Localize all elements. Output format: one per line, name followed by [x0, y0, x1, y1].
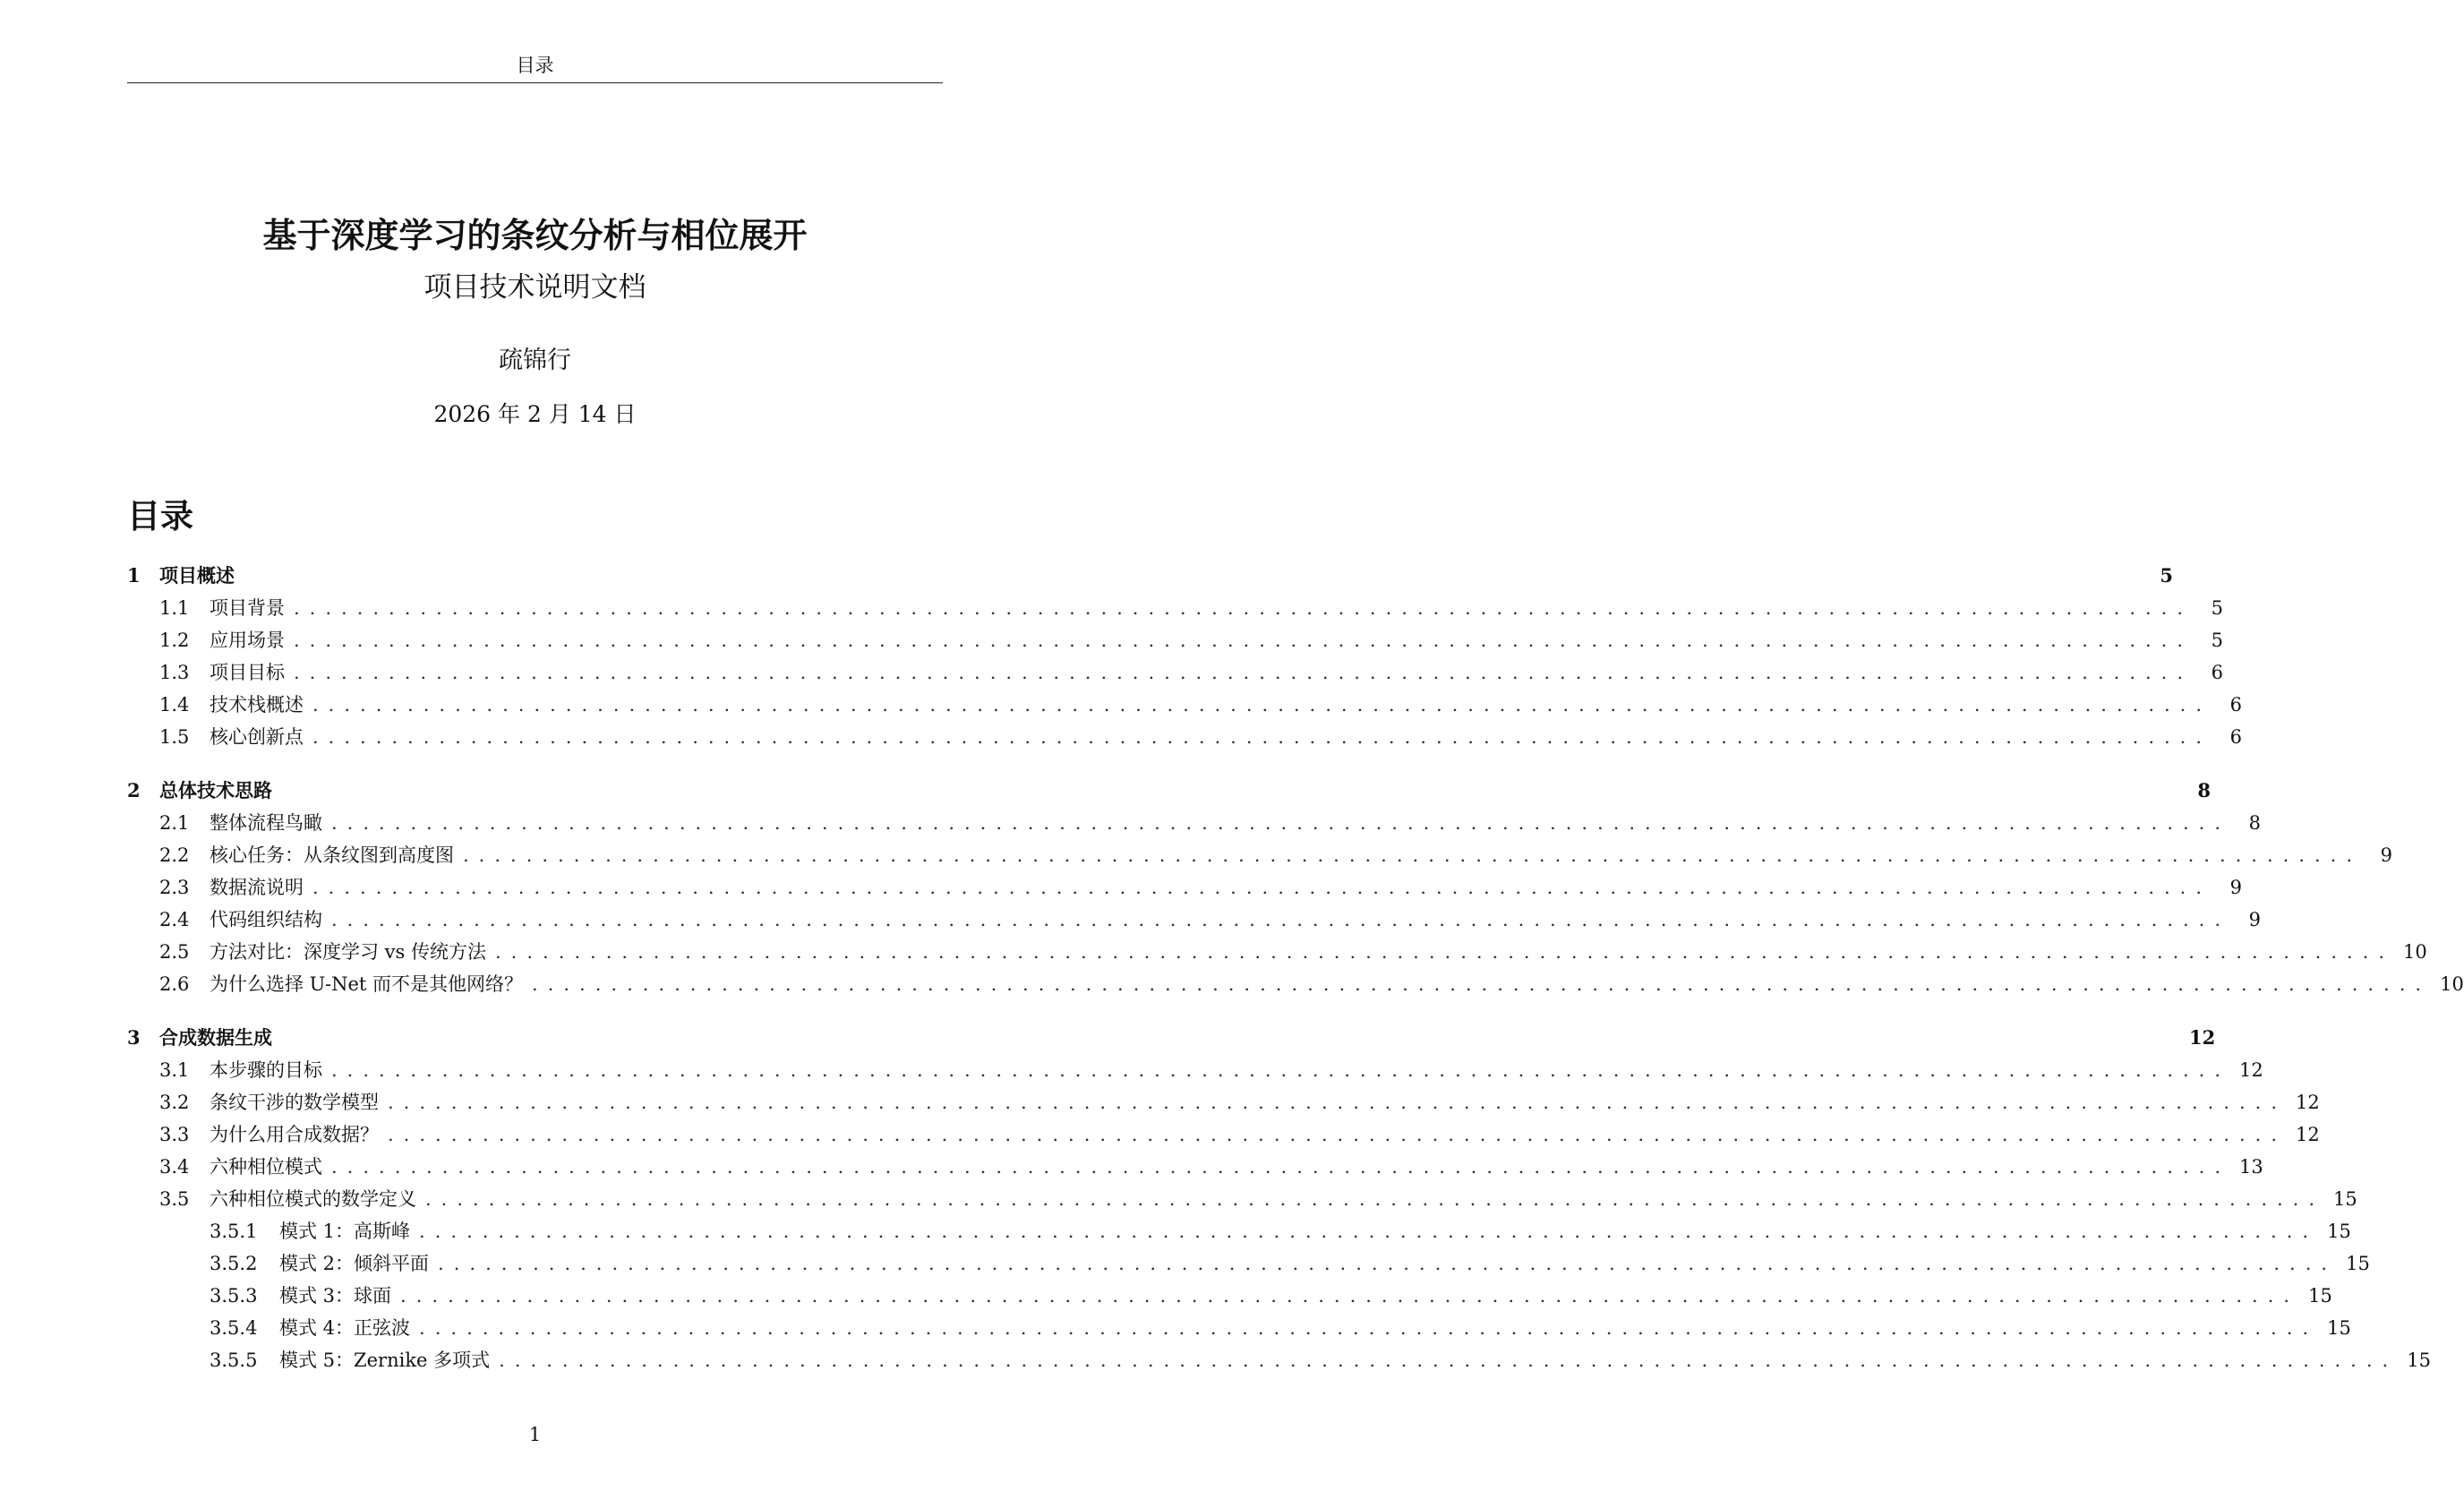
toc-section-entry[interactable] [127, 1344, 2431, 1376]
toc-section-entry[interactable] [127, 1215, 2351, 1247]
toc-entry-page: 15 [2333, 1188, 2357, 1210]
toc-entry-title: 六种相位模式 [210, 1156, 322, 1178]
toc-section-entry[interactable] [127, 839, 2393, 871]
toc-entry-title: 技术栈概述 [210, 694, 304, 715]
toc-dot-leader: ........................................................................................................................ [388, 1092, 2288, 1113]
toc-entry-number: 1.4 [159, 694, 190, 715]
toc-entry-number: 3.5.2 [210, 1253, 258, 1274]
document-subtitle: 项目技术说明文档 [424, 271, 646, 304]
toc-dot-leader: ........................................................................................................................ [294, 630, 2194, 651]
toc-dot-leader: ........................................................................................................................ [438, 1253, 2338, 1274]
toc-dot-leader: ........................................................................................................................ [312, 694, 2212, 715]
table-of-contents [127, 560, 2464, 1376]
toc-entry-title: 应用场景 [210, 630, 285, 651]
toc-entry-number: 2.6 [159, 973, 190, 995]
toc-entry-number: 1 [127, 564, 141, 587]
toc-section-entry[interactable] [127, 871, 2243, 904]
toc-entry-number: 3.5.5 [210, 1349, 258, 1371]
toc-entry-number: 3.5.4 [210, 1317, 258, 1339]
toc-entry-title: 项目背景 [210, 597, 285, 619]
toc-entry-page: 15 [2327, 1317, 2351, 1339]
toc-entry-title: 模式 2：倾斜平面 [279, 1253, 430, 1274]
toc-entry-number: 2.5 [159, 941, 190, 963]
toc-dot-leader: ........................................................................................................................ [294, 597, 2194, 619]
toc-section-entry[interactable] [127, 721, 2243, 753]
toc-section-entry[interactable] [127, 689, 2243, 721]
toc-entry-number: 2.4 [159, 909, 190, 930]
toc-entry-page: 15 [2308, 1285, 2332, 1307]
toc-entry-number: 3.1 [159, 1059, 190, 1081]
toc-section-entry[interactable] [127, 936, 2427, 968]
toc-entry-page: 13 [2239, 1156, 2263, 1178]
toc-dot-leader: ........................................................................................................................ [499, 1349, 2399, 1371]
toc-entry-page: 10 [2403, 941, 2427, 963]
toc-entry-number: 2.1 [159, 812, 190, 834]
toc-dot-leader: ........................................................................................................................ [294, 662, 2194, 683]
toc-section-entry[interactable] [127, 1054, 2263, 1086]
toc-section-entry[interactable] [127, 1183, 2357, 1215]
toc-section-entry[interactable] [127, 1086, 2320, 1118]
toc-entry-page: 15 [2407, 1349, 2431, 1371]
toc-entry-title: 核心任务：从条纹图到高度图 [210, 844, 454, 866]
toc-entry-page: 5 [2211, 630, 2224, 651]
toc-section-entry[interactable] [127, 656, 2224, 689]
toc-entry-number: 1.1 [159, 597, 190, 619]
toc-dot-leader: ........................................................................................................................ [388, 1124, 2288, 1145]
toc-entry-page: 9 [2380, 844, 2393, 866]
toc-entry-title: 项目目标 [210, 662, 285, 683]
toc-section-entry[interactable] [127, 592, 2224, 624]
toc-entry-page: 15 [2327, 1221, 2351, 1242]
toc-entry-title: 模式 1：高斯峰 [279, 1221, 411, 1242]
toc-entry-title: 项目概述 [159, 564, 235, 587]
toc-entry-page: 8 [2248, 812, 2262, 834]
toc-entry-page: 5 [2211, 597, 2224, 619]
toc-entry-page: 9 [2229, 877, 2243, 898]
toc-entry-page: 10 [2440, 973, 2464, 995]
toc-dot-leader: ........................................................................................................................ [419, 1317, 2319, 1339]
toc-entry-title: 本步骤的目标 [210, 1059, 322, 1081]
toc-dot-leader: ........................................................................................................................ [495, 941, 2395, 963]
toc-dot-leader: ........................................................................................................................ [331, 1156, 2231, 1178]
toc-dot-leader: ........................................................................................................................ [331, 909, 2231, 930]
toc-dot-leader: ........................................................................................................................ [331, 812, 2231, 834]
toc-entry-page: 5 [2160, 564, 2174, 587]
toc-entry-title: 条纹干涉的数学模型 [210, 1092, 379, 1113]
toc-entry-title: 模式 5：Zernike 多项式 [279, 1349, 491, 1371]
document-date: 2026 年 2 月 14 日 [433, 401, 637, 427]
toc-section-entry[interactable] [127, 1312, 2351, 1344]
toc-entry-number: 3.5.1 [210, 1221, 258, 1242]
toc-entry-title: 方法对比：深度学习 vs 传统方法 [210, 941, 486, 963]
toc-dot-leader: ........................................................................................................................ [419, 1221, 2319, 1242]
toc-dot-leader: ........................................................................................................................ [532, 973, 2432, 995]
toc-chapter-entry[interactable] [127, 775, 2212, 807]
toc-section-entry[interactable] [127, 807, 2262, 839]
toc-chapter-entry[interactable] [127, 560, 2174, 592]
toc-entry-number: 3.4 [159, 1156, 190, 1178]
toc-section-entry[interactable] [127, 1118, 2320, 1151]
toc-entry-title: 模式 3：球面 [279, 1285, 392, 1307]
toc-dot-leader: ........................................................................................................................ [331, 1059, 2231, 1081]
toc-entry-number: 1.3 [159, 662, 190, 683]
toc-section-entry[interactable] [127, 1280, 2332, 1312]
running-header: 目录 [127, 54, 943, 83]
toc-entry-page: 6 [2229, 726, 2243, 748]
toc-entry-title: 核心创新点 [210, 726, 304, 748]
toc-entry-page: 9 [2248, 909, 2262, 930]
toc-entry-number: 3.3 [159, 1124, 190, 1145]
toc-entry-title: 六种相位模式的数学定义 [210, 1188, 416, 1210]
toc-entry-number: 1.2 [159, 630, 190, 651]
toc-entry-title: 总体技术思路 [159, 779, 272, 801]
toc-entry-page: 12 [2189, 1026, 2216, 1049]
toc-entry-number: 3 [127, 1026, 141, 1049]
toc-entry-page: 6 [2211, 662, 2224, 683]
toc-entry-number: 2.2 [159, 844, 190, 866]
toc-entry-page: 12 [2296, 1092, 2320, 1113]
toc-entry-title: 为什么选择 U-Net 而不是其他网络？ [210, 973, 524, 995]
toc-dot-leader: ........................................................................................................................ [312, 726, 2212, 748]
toc-entry-number: 3.5 [159, 1188, 190, 1210]
toc-section-entry[interactable] [127, 624, 2224, 656]
page-number: 1 [528, 1424, 542, 1445]
toc-entry-title: 代码组织结构 [210, 909, 322, 930]
toc-entry-number: 3.5.3 [210, 1285, 258, 1307]
toc-entry-title: 整体流程鸟瞰 [210, 812, 322, 834]
toc-entry-page: 8 [2197, 779, 2212, 801]
toc-entry-page: 12 [2239, 1059, 2263, 1081]
toc-dot-leader: ........................................................................................................................ [400, 1285, 2300, 1307]
toc-section-entry[interactable] [127, 968, 2464, 1000]
toc-entry-number: 1.5 [159, 726, 190, 748]
toc-section-entry[interactable] [127, 1151, 2263, 1183]
toc-entry-page: 12 [2296, 1124, 2320, 1145]
document-author: 疏锦行 [499, 347, 571, 374]
toc-dot-leader: ........................................................................................................................ [425, 1188, 2325, 1210]
toc-section-entry[interactable] [127, 1247, 2370, 1280]
toc-entry-page: 15 [2346, 1253, 2370, 1274]
toc-dot-leader: ........................................................................................................................ [312, 877, 2212, 898]
toc-dot-leader: ........................................................................................................................ [463, 844, 2363, 866]
toc-entry-title: 合成数据生成 [159, 1026, 272, 1049]
toc-entry-title: 为什么用合成数据？ [210, 1124, 379, 1145]
toc-entry-page: 6 [2229, 694, 2243, 715]
toc-section-entry[interactable] [127, 904, 2262, 936]
toc-entry-number: 2 [127, 779, 141, 801]
toc-entry-number: 3.2 [159, 1092, 190, 1113]
document-title: 基于深度学习的条纹分析与相位展开 [262, 215, 808, 255]
toc-chapter-entry[interactable] [127, 1022, 2216, 1054]
toc-entry-title: 数据流说明 [210, 877, 304, 898]
toc-heading: 目录 [127, 496, 193, 536]
toc-entry-title: 模式 4：正弦波 [279, 1317, 411, 1339]
toc-entry-number: 2.3 [159, 877, 190, 898]
